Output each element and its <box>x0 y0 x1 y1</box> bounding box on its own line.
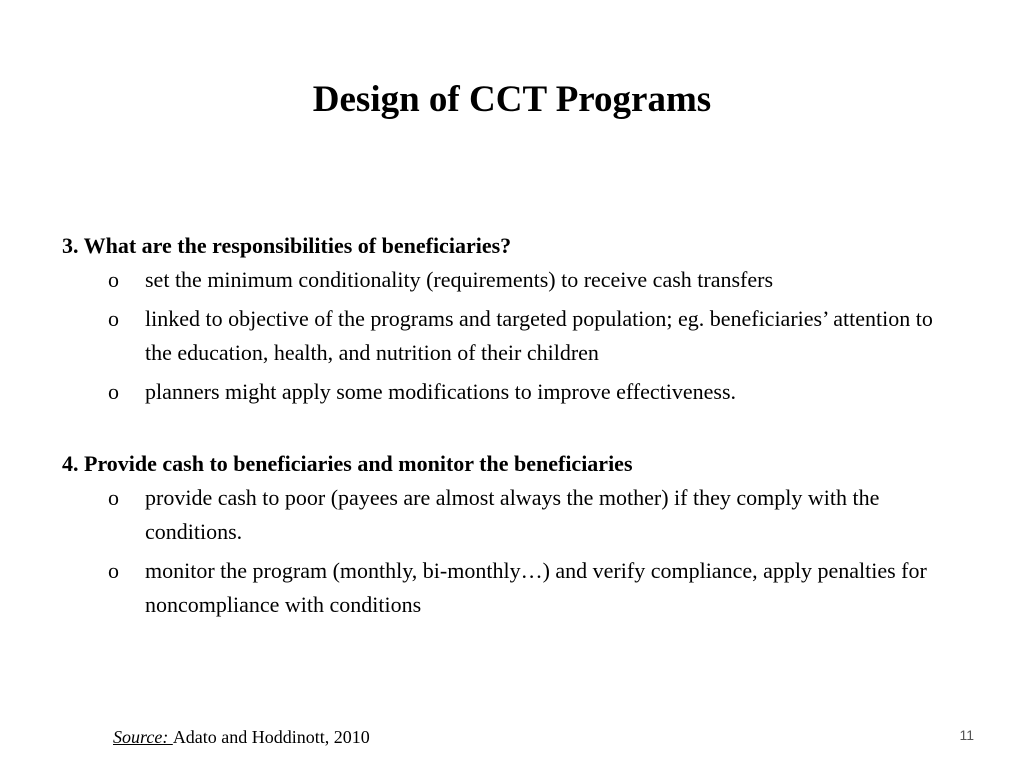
bullet-text: monitor the program (monthly, bi-monthly…) and verify compliance, apply penalties for noncompliance with conditions <box>145 558 927 617</box>
bullet-marker: o <box>108 485 119 510</box>
bullet-marker: o <box>108 379 119 404</box>
list-item <box>62 302 962 370</box>
slide-number: 11 <box>959 727 974 743</box>
source-citation <box>113 724 370 750</box>
bullet-marker: o <box>108 306 119 331</box>
bullet-text: set the minimum conditionality (requirements) to receive cash transfers <box>145 267 774 292</box>
bullet-text: linked to objective of the programs and targeted population; eg. beneficiaries’ attention to the education, health, and nutrition of their children <box>145 306 933 365</box>
source-text: Adato and Hoddinott, 2010 <box>172 727 370 747</box>
bullet-list-responsibilities <box>62 263 962 409</box>
list-item <box>62 375 962 409</box>
list-item <box>62 481 962 549</box>
list-item <box>62 554 962 622</box>
bullet-list-provide-cash <box>62 481 962 622</box>
section-heading-responsibilities: 3. What are the responsibilities of beneficiaries? <box>62 233 512 258</box>
bullet-text: provide cash to poor (payees are almost always the mother) if they comply with the conditions. <box>145 485 880 544</box>
bullet-text: planners might apply some modifications to improve effectiveness. <box>145 379 737 404</box>
section-spacer <box>62 414 962 447</box>
list-item <box>62 263 962 297</box>
section-heading-provide-cash: 4. Provide cash to beneficiaries and monitor the beneficiaries <box>62 451 633 476</box>
slide-title: Design of CCT Programs <box>312 79 712 120</box>
source-label: Source: <box>113 727 173 747</box>
bullet-marker: o <box>108 558 119 583</box>
slide-body <box>62 229 962 627</box>
bullet-marker: o <box>108 267 119 292</box>
